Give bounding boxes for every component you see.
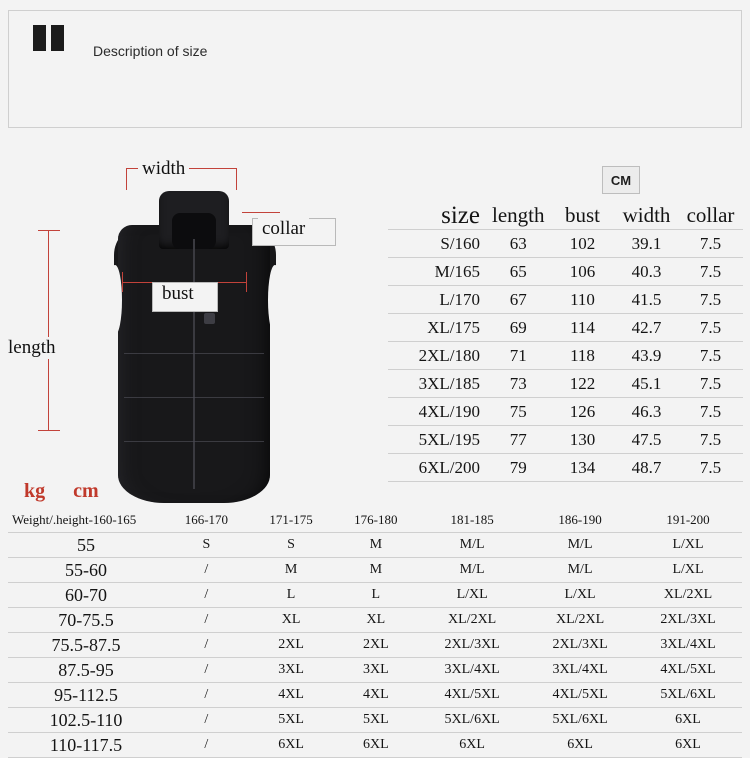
fit-cell: M/L <box>526 558 634 583</box>
table-row <box>8 633 742 658</box>
length-label: length <box>4 337 60 359</box>
width-cell: 47.5 <box>615 426 679 454</box>
vest-zipper <box>193 239 195 489</box>
fit-cell: / <box>164 708 249 733</box>
fit-table-header-cell: 191-200 <box>634 508 742 533</box>
fit-cell: 4XL <box>249 683 334 708</box>
collar-cell: 7.5 <box>679 454 743 482</box>
vest-seam-line <box>124 397 264 398</box>
width-cell: 39.1 <box>615 230 679 258</box>
table-row <box>8 583 742 608</box>
table-row <box>8 558 742 583</box>
fit-cell: M <box>333 533 418 558</box>
unit-tag-cm: CM <box>602 166 640 194</box>
length-cell: 79 <box>486 454 551 482</box>
fit-cell: XL <box>333 608 418 633</box>
fit-cell: / <box>164 558 249 583</box>
fit-cell: 5XL/6XL <box>634 683 742 708</box>
fit-cell: 3XL <box>333 658 418 683</box>
fit-table <box>8 508 742 758</box>
fit-table-header-cell: 166-170 <box>164 508 249 533</box>
size-table-header-cell: bust <box>551 202 615 230</box>
fit-table-header-row <box>8 508 742 533</box>
fit-cell: 5XL/6XL <box>418 708 526 733</box>
fit-cell: / <box>164 683 249 708</box>
fit-cell: XL/2XL <box>418 608 526 633</box>
fit-cell: 4XL/5XL <box>418 683 526 708</box>
size-table-header-cell: length <box>486 202 551 230</box>
fit-cell: 6XL <box>418 733 526 758</box>
size-diagram-section <box>0 130 750 480</box>
fit-table-header-cell: 181-185 <box>418 508 526 533</box>
fit-table-header-cell: 186-190 <box>526 508 634 533</box>
width-cell: 45.1 <box>615 370 679 398</box>
size-cell: 6XL/200 <box>388 454 486 482</box>
size-table <box>388 202 743 482</box>
width-cell: 46.3 <box>615 398 679 426</box>
fit-cell: 5XL <box>249 708 334 733</box>
fit-cell: 2XL/3XL <box>526 633 634 658</box>
weight-range-cell: 110-117.5 <box>8 733 164 758</box>
bust-cell: 130 <box>551 426 615 454</box>
table-row <box>388 314 743 342</box>
table-row <box>388 398 743 426</box>
fit-cell: 6XL <box>634 733 742 758</box>
fit-cell: M/L <box>526 533 634 558</box>
fit-cell: M/L <box>418 533 526 558</box>
table-row <box>388 258 743 286</box>
collar-cell: 7.5 <box>679 398 743 426</box>
vest-armhole-right <box>268 265 282 335</box>
size-cell: 5XL/195 <box>388 426 486 454</box>
length-cell: 77 <box>486 426 551 454</box>
collar-guide-line <box>242 212 280 213</box>
bust-cell: 102 <box>551 230 615 258</box>
length-cell: 73 <box>486 370 551 398</box>
width-guide-tick-right <box>236 168 237 190</box>
length-guide-line <box>48 230 49 430</box>
length-cell: 69 <box>486 314 551 342</box>
length-cell: 75 <box>486 398 551 426</box>
collar-cell: 7.5 <box>679 426 743 454</box>
table-row <box>8 708 742 733</box>
fit-cell: 3XL/4XL <box>634 633 742 658</box>
fit-cell: / <box>164 608 249 633</box>
width-cell: 48.7 <box>615 454 679 482</box>
fit-cell: / <box>164 633 249 658</box>
size-cell: XL/175 <box>388 314 486 342</box>
fit-cell: M/L <box>418 558 526 583</box>
collar-cell: 7.5 <box>679 342 743 370</box>
width-cell: 43.9 <box>615 342 679 370</box>
width-label: width <box>138 158 189 180</box>
bust-guide-tick-left <box>122 272 123 292</box>
fit-cell: XL <box>249 608 334 633</box>
size-table-header-cell: width <box>615 202 679 230</box>
fit-cell: 3XL/4XL <box>418 658 526 683</box>
size-table-header-cell: collar <box>679 202 743 230</box>
fit-cell: 4XL/5XL <box>634 658 742 683</box>
bust-guide-tick-right <box>246 272 247 292</box>
unit-legend <box>24 480 127 503</box>
bust-label: bust <box>158 283 198 305</box>
length-cell: 71 <box>486 342 551 370</box>
fit-cell: M <box>333 558 418 583</box>
description-header-box <box>8 10 742 128</box>
collar-cell: 7.5 <box>679 370 743 398</box>
weight-range-cell: 87.5-95 <box>8 658 164 683</box>
vest-seam-line <box>124 353 264 354</box>
table-row <box>8 608 742 633</box>
collar-cell: 7.5 <box>679 314 743 342</box>
weight-range-cell: 55 <box>8 533 164 558</box>
length-guide-tick-top <box>38 230 60 231</box>
fit-cell: L <box>249 583 334 608</box>
size-cell: 2XL/180 <box>388 342 486 370</box>
length-cell: 63 <box>486 230 551 258</box>
table-row <box>8 733 742 758</box>
page-title: Description of size <box>93 43 208 59</box>
table-row <box>388 454 743 482</box>
fit-table-header-cell: 176-180 <box>333 508 418 533</box>
table-row <box>388 286 743 314</box>
fit-cell: 2XL/3XL <box>634 608 742 633</box>
fit-cell: S <box>164 533 249 558</box>
fit-cell: / <box>164 583 249 608</box>
fit-cell: L/XL <box>634 533 742 558</box>
size-cell: 3XL/185 <box>388 370 486 398</box>
table-row <box>8 658 742 683</box>
size-cell: 4XL/190 <box>388 398 486 426</box>
fit-table-header-cell: 171-175 <box>249 508 334 533</box>
vest-logo-patch <box>204 313 215 324</box>
fit-table-header-cell: Weight/.height-160-165 <box>8 508 164 533</box>
weight-range-cell: 60-70 <box>8 583 164 608</box>
fit-cell: 6XL <box>333 733 418 758</box>
bust-cell: 114 <box>551 314 615 342</box>
fit-cell: XL/2XL <box>526 608 634 633</box>
bust-cell: 122 <box>551 370 615 398</box>
collar-cell: 7.5 <box>679 230 743 258</box>
table-row <box>8 533 742 558</box>
bust-cell: 126 <box>551 398 615 426</box>
fit-cell: S <box>249 533 334 558</box>
fit-cell: 2XL <box>333 633 418 658</box>
table-row <box>8 683 742 708</box>
width-guide-tick-left <box>126 168 127 190</box>
width-cell: 42.7 <box>615 314 679 342</box>
size-cell: S/160 <box>388 230 486 258</box>
weight-range-cell: 55-60 <box>8 558 164 583</box>
length-cell: 67 <box>486 286 551 314</box>
length-guide-tick-bottom <box>38 430 60 431</box>
fit-cell: 5XL/6XL <box>526 708 634 733</box>
fit-cell: 2XL/3XL <box>418 633 526 658</box>
table-row <box>388 342 743 370</box>
width-cell: 41.5 <box>615 286 679 314</box>
fit-cell: L <box>333 583 418 608</box>
fit-cell: 3XL <box>249 658 334 683</box>
weight-range-cell: 75.5-87.5 <box>8 633 164 658</box>
fit-cell: 2XL <box>249 633 334 658</box>
weight-range-cell: 102.5-110 <box>8 708 164 733</box>
size-table-header-row <box>388 202 743 230</box>
fit-cell: L/XL <box>634 558 742 583</box>
table-row <box>388 370 743 398</box>
fit-cell: 6XL <box>249 733 334 758</box>
bust-cell: 134 <box>551 454 615 482</box>
bust-cell: 118 <box>551 342 615 370</box>
weight-range-cell: 95-112.5 <box>8 683 164 708</box>
table-row <box>388 426 743 454</box>
fit-cell: 5XL <box>333 708 418 733</box>
length-cell: 65 <box>486 258 551 286</box>
fit-cell: 3XL/4XL <box>526 658 634 683</box>
size-table-header-cell: size <box>388 202 486 230</box>
bust-cell: 106 <box>551 258 615 286</box>
vest-armhole-left <box>108 265 122 335</box>
size-cell: L/170 <box>388 286 486 314</box>
fit-cell: XL/2XL <box>634 583 742 608</box>
fit-cell: 4XL/5XL <box>526 683 634 708</box>
unit-cm-label: cm <box>73 480 99 502</box>
table-row <box>388 230 743 258</box>
bust-cell: 110 <box>551 286 615 314</box>
collar-cell: 7.5 <box>679 286 743 314</box>
width-cell: 40.3 <box>615 258 679 286</box>
fit-cell: M <box>249 558 334 583</box>
fit-cell: L/XL <box>418 583 526 608</box>
unit-kg-label: kg <box>24 480 46 502</box>
fit-cell: / <box>164 658 249 683</box>
vest-seam-line <box>124 441 264 442</box>
fit-cell: 6XL <box>526 733 634 758</box>
size-cell: M/165 <box>388 258 486 286</box>
fit-cell: L/XL <box>526 583 634 608</box>
quote-mark-icon <box>33 25 64 51</box>
fit-cell: 6XL <box>634 708 742 733</box>
collar-label: collar <box>258 218 309 240</box>
collar-cell: 7.5 <box>679 258 743 286</box>
weight-range-cell: 70-75.5 <box>8 608 164 633</box>
fit-cell: 4XL <box>333 683 418 708</box>
fit-cell: / <box>164 733 249 758</box>
